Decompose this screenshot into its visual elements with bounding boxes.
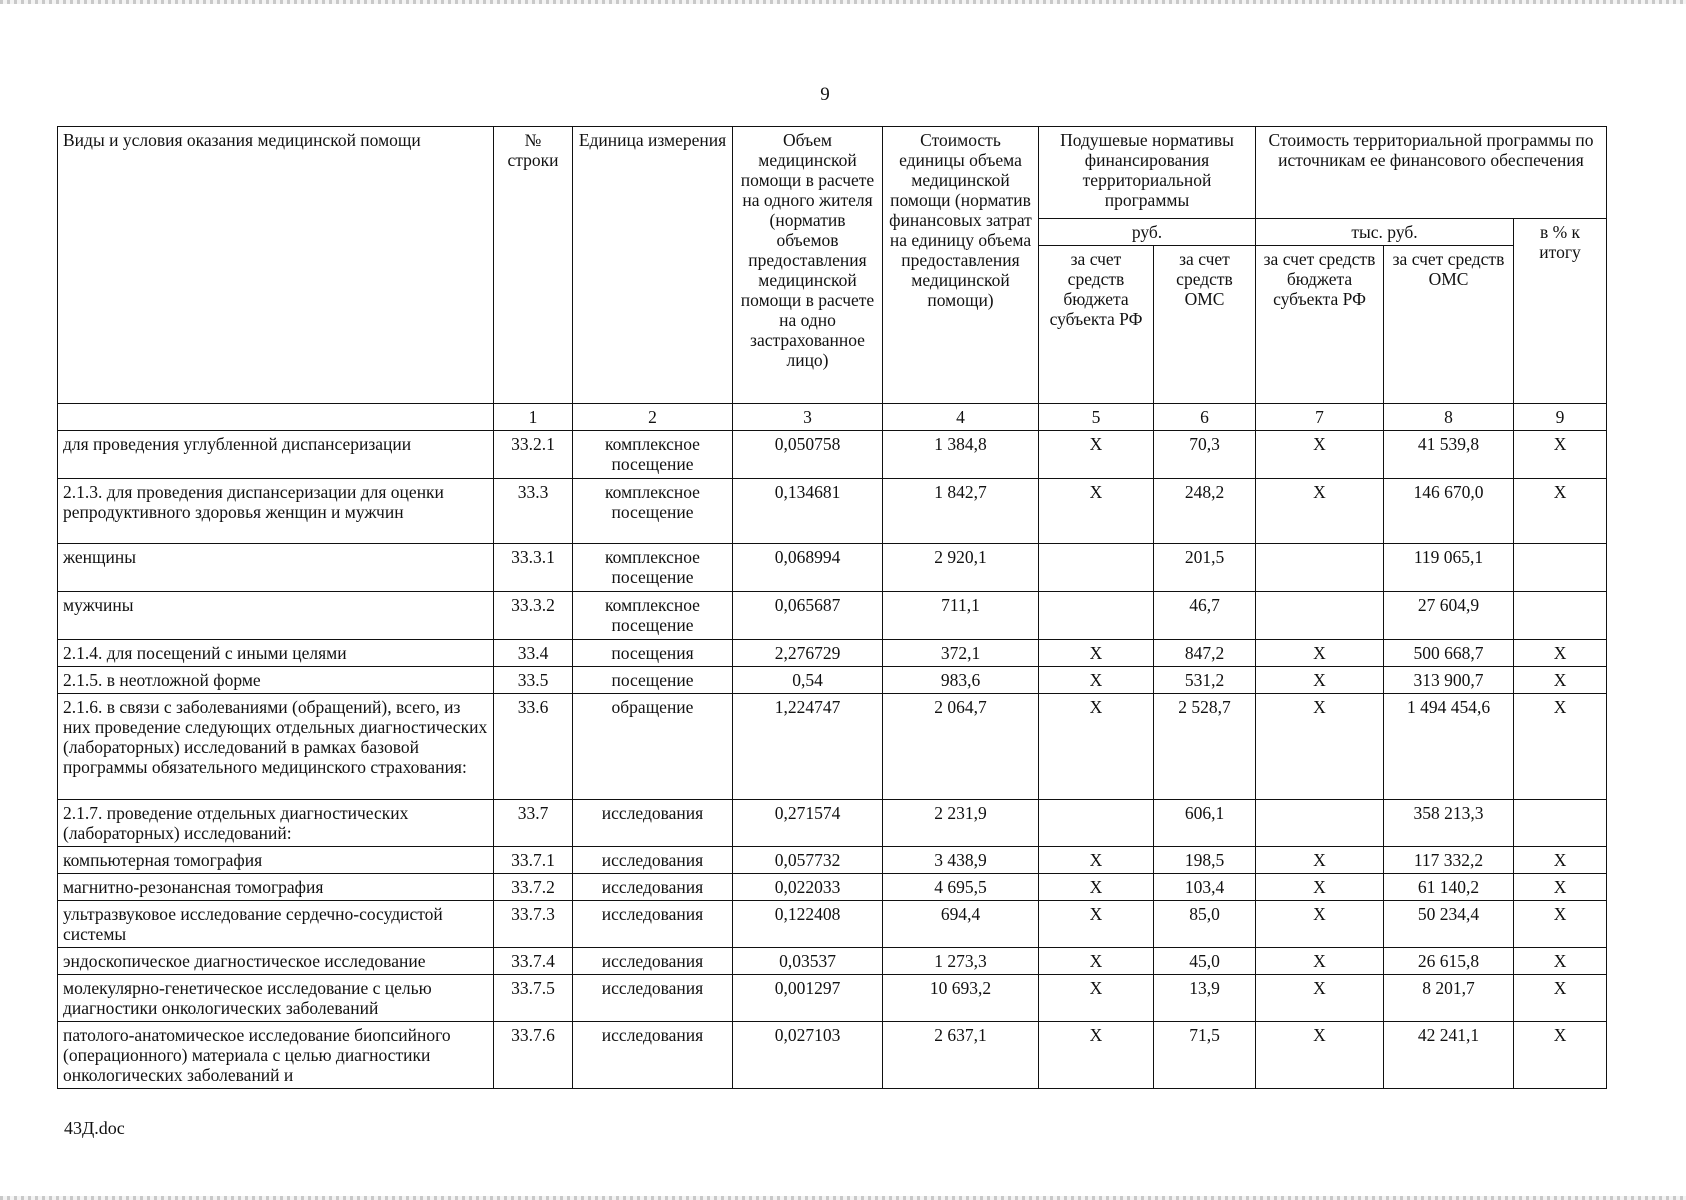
row-number: 33.7.1 <box>494 847 573 874</box>
row-oms-thousand: 42 241,1 <box>1384 1022 1514 1089</box>
row-unit: комплексное посещение <box>573 592 733 640</box>
row-budget-rub: Х <box>1039 667 1154 694</box>
row-budget-rub <box>1039 800 1154 847</box>
row-number: 33.3.2 <box>494 592 573 640</box>
table-row <box>58 1022 1607 1089</box>
header-oms-rub: за счет средств ОМС <box>1154 246 1256 404</box>
row-unit: комплексное посещение <box>573 544 733 592</box>
table-row <box>58 948 1607 975</box>
row-name: ультразвуковое исследование сердечно-сосудистой системы <box>58 901 494 948</box>
row-oms-rub: 70,3 <box>1154 431 1256 479</box>
row-unit-cost: 10 693,2 <box>883 975 1039 1022</box>
row-number: 33.4 <box>494 640 573 667</box>
row-name: 2.1.6. в связи с заболеваниями (обращений), всего, из них проведение следующих отдельных диагностических (лабораторных) исследований в рамках базовой программы обязательного медицинского страхования: <box>58 694 494 800</box>
row-oms-rub: 531,2 <box>1154 667 1256 694</box>
column-number <box>58 404 494 431</box>
row-budget-rub: Х <box>1039 640 1154 667</box>
row-name: 2.1.7. проведение отдельных диагностических (лабораторных) исследований: <box>58 800 494 847</box>
row-number: 33.7.3 <box>494 901 573 948</box>
row-percent: Х <box>1514 975 1607 1022</box>
table-row <box>58 544 1607 592</box>
row-budget-thousand: Х <box>1256 667 1384 694</box>
row-volume: 2,276729 <box>733 640 883 667</box>
header-unit: Единица измерения <box>573 127 733 404</box>
row-budget-thousand: Х <box>1256 948 1384 975</box>
header-program-cost-group: Стоимость территориальной программы по источникам ее финансового обеспечения <box>1256 127 1607 219</box>
row-unit: исследования <box>573 847 733 874</box>
column-number: 9 <box>1514 404 1607 431</box>
row-number: 33.7.5 <box>494 975 573 1022</box>
row-budget-thousand: Х <box>1256 847 1384 874</box>
row-budget-rub: Х <box>1039 901 1154 948</box>
row-volume: 0,068994 <box>733 544 883 592</box>
row-volume: 0,03537 <box>733 948 883 975</box>
row-volume: 0,057732 <box>733 847 883 874</box>
row-unit-cost: 983,6 <box>883 667 1039 694</box>
row-oms-thousand: 313 900,7 <box>1384 667 1514 694</box>
row-percent: Х <box>1514 431 1607 479</box>
row-unit-cost: 4 695,5 <box>883 874 1039 901</box>
header-budget-thousand: за счет средств бюджета субъекта РФ <box>1256 246 1384 404</box>
scan-top-edge <box>0 0 1686 4</box>
row-oms-thousand: 1 494 454,6 <box>1384 694 1514 800</box>
row-oms-thousand: 119 065,1 <box>1384 544 1514 592</box>
row-budget-rub: Х <box>1039 847 1154 874</box>
row-unit-cost: 694,4 <box>883 901 1039 948</box>
column-number: 1 <box>494 404 573 431</box>
row-number: 33.3.1 <box>494 544 573 592</box>
row-percent <box>1514 544 1607 592</box>
row-budget-rub: Х <box>1039 1022 1154 1089</box>
header-volume: Объем медицинской помощи в расчете на одного жителя (норматив объемов предоставления медицинской помощи в расчете на одно застрахованное лицо) <box>733 127 883 404</box>
row-name: молекулярно-генетическое исследование с целью диагностики онкологических заболеваний <box>58 975 494 1022</box>
table-row <box>58 975 1607 1022</box>
row-number: 33.5 <box>494 667 573 694</box>
row-oms-thousand: 26 615,8 <box>1384 948 1514 975</box>
row-percent <box>1514 800 1607 847</box>
row-budget-rub <box>1039 544 1154 592</box>
row-percent: Х <box>1514 948 1607 975</box>
row-number: 33.7 <box>494 800 573 847</box>
row-unit-cost: 372,1 <box>883 640 1039 667</box>
column-number: 6 <box>1154 404 1256 431</box>
row-oms-rub: 2 528,7 <box>1154 694 1256 800</box>
row-budget-rub: Х <box>1039 874 1154 901</box>
row-budget-rub <box>1039 592 1154 640</box>
row-oms-thousand: 146 670,0 <box>1384 479 1514 544</box>
column-number: 7 <box>1256 404 1384 431</box>
row-oms-thousand: 41 539,8 <box>1384 431 1514 479</box>
row-unit: исследования <box>573 901 733 948</box>
row-budget-thousand: Х <box>1256 431 1384 479</box>
row-unit: исследования <box>573 948 733 975</box>
table-row <box>58 667 1607 694</box>
table-row <box>58 479 1607 544</box>
row-oms-rub: 85,0 <box>1154 901 1256 948</box>
row-budget-thousand: Х <box>1256 975 1384 1022</box>
row-percent: Х <box>1514 874 1607 901</box>
column-number: 4 <box>883 404 1039 431</box>
row-oms-thousand: 61 140,2 <box>1384 874 1514 901</box>
header-percapita-group: Подушевые нормативы финансирования территориальной программы <box>1039 127 1256 219</box>
page-number: 9 <box>820 84 830 105</box>
table-row <box>58 874 1607 901</box>
row-volume: 0,027103 <box>733 1022 883 1089</box>
row-oms-thousand: 500 668,7 <box>1384 640 1514 667</box>
row-percent: Х <box>1514 694 1607 800</box>
row-unit-cost: 2 064,7 <box>883 694 1039 800</box>
row-name: женщины <box>58 544 494 592</box>
row-percent: Х <box>1514 901 1607 948</box>
row-budget-rub: Х <box>1039 694 1154 800</box>
row-oms-thousand: 358 213,3 <box>1384 800 1514 847</box>
row-oms-thousand: 117 332,2 <box>1384 847 1514 874</box>
column-number: 3 <box>733 404 883 431</box>
row-budget-thousand: Х <box>1256 694 1384 800</box>
row-unit: комплексное посещение <box>573 431 733 479</box>
row-oms-rub: 198,5 <box>1154 847 1256 874</box>
column-number: 8 <box>1384 404 1514 431</box>
row-unit-cost: 3 438,9 <box>883 847 1039 874</box>
table-row <box>58 592 1607 640</box>
header-budget-rub: за счет средств бюджета субъекта РФ <box>1039 246 1154 404</box>
row-unit: обращение <box>573 694 733 800</box>
row-volume: 0,271574 <box>733 800 883 847</box>
row-name: 2.1.4. для посещений с иными целями <box>58 640 494 667</box>
table-row <box>58 800 1607 847</box>
row-oms-rub: 46,7 <box>1154 592 1256 640</box>
row-budget-thousand: Х <box>1256 479 1384 544</box>
row-budget-thousand: Х <box>1256 1022 1384 1089</box>
row-oms-thousand: 8 201,7 <box>1384 975 1514 1022</box>
row-volume: 0,050758 <box>733 431 883 479</box>
row-oms-rub: 45,0 <box>1154 948 1256 975</box>
row-budget-rub: Х <box>1039 479 1154 544</box>
row-number: 33.2.1 <box>494 431 573 479</box>
row-percent: Х <box>1514 479 1607 544</box>
row-budget-rub: Х <box>1039 948 1154 975</box>
column-number: 5 <box>1039 404 1154 431</box>
row-percent: Х <box>1514 847 1607 874</box>
row-percent <box>1514 592 1607 640</box>
row-unit: посещение <box>573 667 733 694</box>
row-budget-rub: Х <box>1039 975 1154 1022</box>
row-name: мужчины <box>58 592 494 640</box>
table-row <box>58 640 1607 667</box>
row-number: 33.7.4 <box>494 948 573 975</box>
row-name: 2.1.5. в неотложной форме <box>58 667 494 694</box>
row-volume: 0,022033 <box>733 874 883 901</box>
row-unit-cost: 2 231,9 <box>883 800 1039 847</box>
row-oms-thousand: 50 234,4 <box>1384 901 1514 948</box>
row-name: магнитно-резонансная томография <box>58 874 494 901</box>
header-unit-rub: руб. <box>1039 219 1256 246</box>
row-unit-cost: 2 920,1 <box>883 544 1039 592</box>
row-percent: Х <box>1514 667 1607 694</box>
row-number: 33.7.2 <box>494 874 573 901</box>
row-name: эндоскопическое диагностическое исследование <box>58 948 494 975</box>
row-oms-rub: 103,4 <box>1154 874 1256 901</box>
row-unit-cost: 1 842,7 <box>883 479 1039 544</box>
document-filename: 43Д.doc <box>64 1118 125 1138</box>
row-name: компьютерная томография <box>58 847 494 874</box>
row-oms-rub: 71,5 <box>1154 1022 1256 1089</box>
row-unit-cost: 1 273,3 <box>883 948 1039 975</box>
row-unit-cost: 1 384,8 <box>883 431 1039 479</box>
column-number: 2 <box>573 404 733 431</box>
row-budget-thousand: Х <box>1256 874 1384 901</box>
row-name: 2.1.3. для проведения диспансеризации для оценки репродуктивного здоровья женщин и мужчин <box>58 479 494 544</box>
row-budget-thousand: Х <box>1256 901 1384 948</box>
row-unit: исследования <box>573 874 733 901</box>
header-row-no: № строки <box>494 127 573 404</box>
table-row <box>58 694 1607 800</box>
row-number: 33.6 <box>494 694 573 800</box>
table-row <box>58 901 1607 948</box>
row-unit: исследования <box>573 1022 733 1089</box>
row-volume: 0,54 <box>733 667 883 694</box>
row-name: патолого-анатомическое исследование биопсийного (операционного) материала с целью диагностики онкологических заболеваний и <box>58 1022 494 1089</box>
table-row <box>58 847 1607 874</box>
row-oms-rub: 847,2 <box>1154 640 1256 667</box>
header-percent: в % к итогу <box>1514 219 1607 404</box>
header-cost: Стоимость единицы объема медицинской помощи (норматив финансовых затрат на единицу объема предоставления медицинской помощи) <box>883 127 1039 404</box>
row-name: для проведения углубленной диспансеризации <box>58 431 494 479</box>
row-oms-rub: 13,9 <box>1154 975 1256 1022</box>
row-percent: Х <box>1514 640 1607 667</box>
row-budget-rub: Х <box>1039 431 1154 479</box>
row-volume: 0,134681 <box>733 479 883 544</box>
row-budget-thousand <box>1256 592 1384 640</box>
row-budget-thousand <box>1256 544 1384 592</box>
row-unit: посещения <box>573 640 733 667</box>
row-oms-thousand: 27 604,9 <box>1384 592 1514 640</box>
row-volume: 1,224747 <box>733 694 883 800</box>
header-oms-thousand: за счет средств ОМС <box>1384 246 1514 404</box>
row-budget-thousand: Х <box>1256 640 1384 667</box>
row-volume: 0,065687 <box>733 592 883 640</box>
row-unit-cost: 2 637,1 <box>883 1022 1039 1089</box>
scan-bottom-edge <box>0 1196 1686 1200</box>
header-unit-thousand-rub: тыс. руб. <box>1256 219 1514 246</box>
row-volume: 0,001297 <box>733 975 883 1022</box>
row-oms-rub: 201,5 <box>1154 544 1256 592</box>
row-percent: Х <box>1514 1022 1607 1089</box>
header-kind: Виды и условия оказания медицинской помощи <box>58 127 494 404</box>
row-number: 33.3 <box>494 479 573 544</box>
row-oms-rub: 606,1 <box>1154 800 1256 847</box>
row-volume: 0,122408 <box>733 901 883 948</box>
row-budget-thousand <box>1256 800 1384 847</box>
row-unit: исследования <box>573 975 733 1022</box>
row-unit-cost: 711,1 <box>883 592 1039 640</box>
table-row <box>58 431 1607 479</box>
table-body <box>58 431 1607 1089</box>
row-unit: комплексное посещение <box>573 479 733 544</box>
row-unit: исследования <box>573 800 733 847</box>
row-number: 33.7.6 <box>494 1022 573 1089</box>
program-cost-table <box>57 126 1607 1089</box>
row-oms-rub: 248,2 <box>1154 479 1256 544</box>
